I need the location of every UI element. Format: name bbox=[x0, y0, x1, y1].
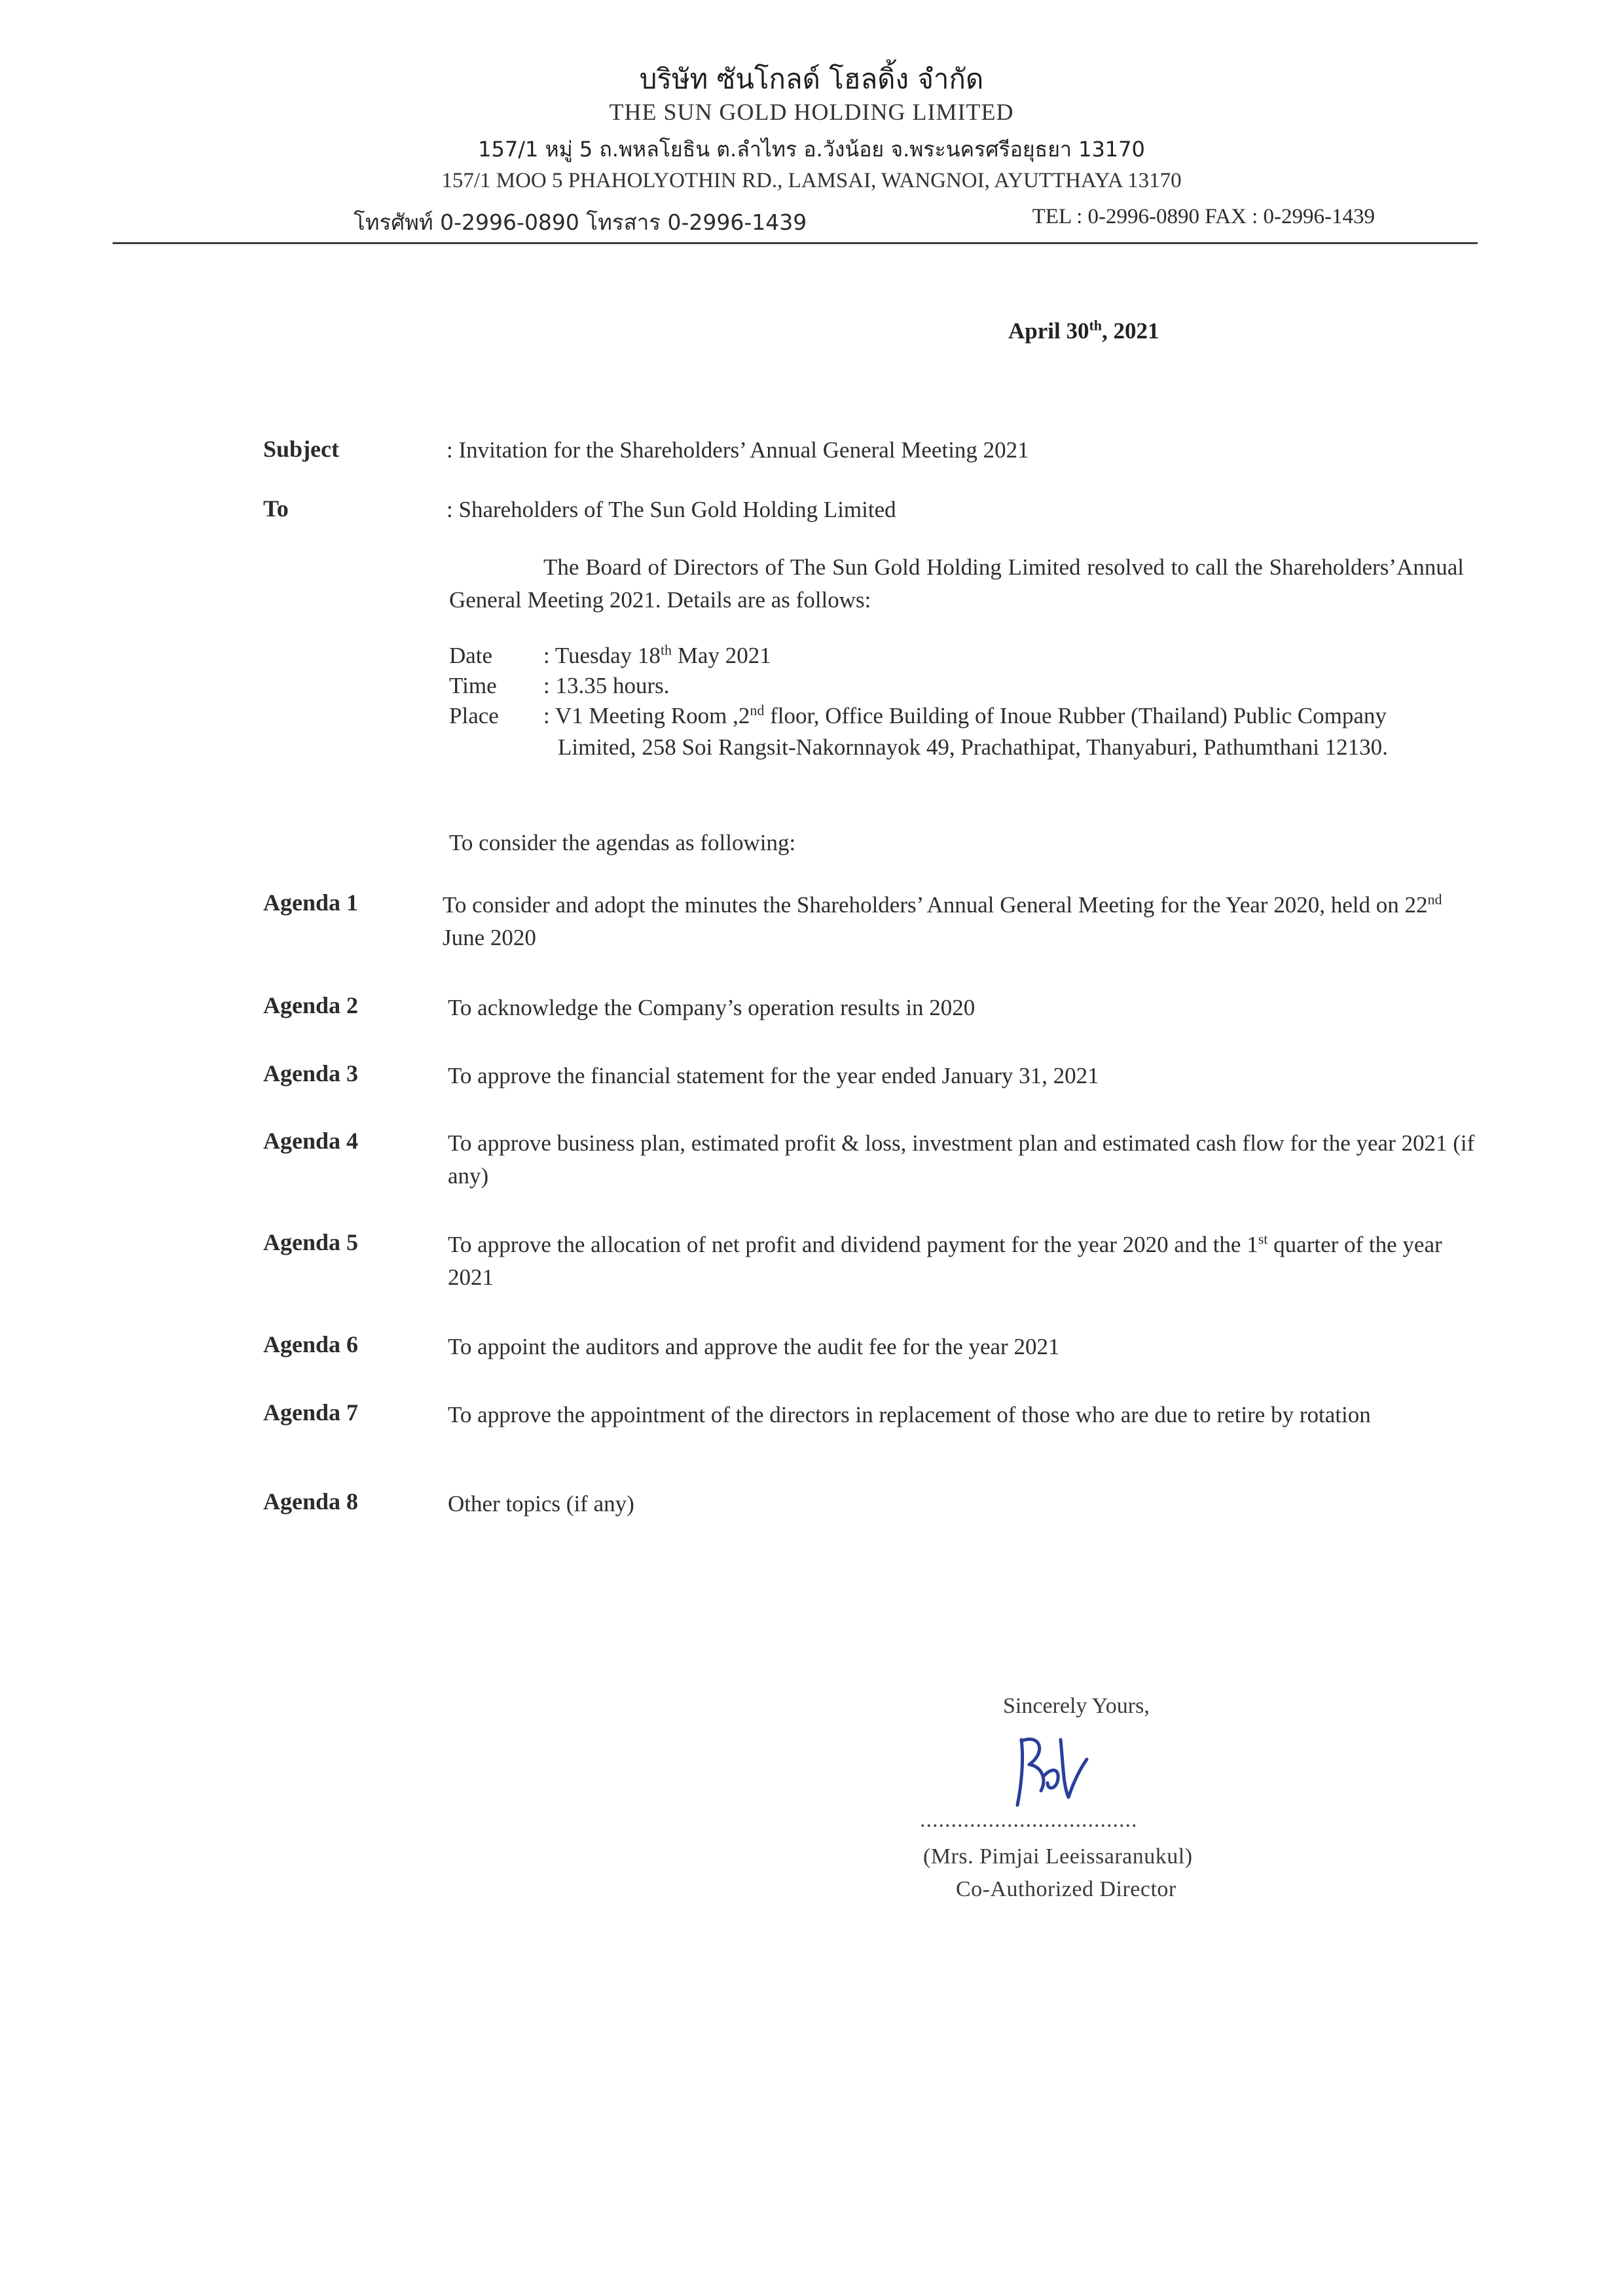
letter-date: April 30th, 2021 bbox=[1008, 317, 1159, 344]
subject-label: Subject bbox=[263, 436, 339, 462]
meeting-time-row bbox=[449, 670, 1447, 702]
agenda-text: To approve the appointment of the directors in replacement of those who are due to retire by rotation bbox=[448, 1402, 1371, 1427]
agenda-text: Other topics (if any) bbox=[448, 1491, 634, 1516]
agenda-text: To appoint the auditors and approve the audit fee for the year 2021 bbox=[448, 1334, 1060, 1359]
agenda-text: To acknowledge the Company’s operation results in 2020 bbox=[448, 995, 976, 1020]
company-name-english: THE SUN GOLD HOLDING LIMITED bbox=[609, 99, 1014, 125]
agenda-label: Agenda 2 bbox=[263, 992, 359, 1018]
agenda-text: To consider and adopt the minutes the Shareholders’ Annual General Meeting for the Year 2020, held on 22nd June 2020 bbox=[443, 891, 1442, 950]
meeting-time-value: : 13.35 hours. bbox=[543, 673, 670, 698]
signer-name: (Mrs. Pimjai Leeissaranukul) bbox=[923, 1844, 1193, 1869]
company-address-thai: 157/1 หมู่ 5 ถ.พหลโยธิน ต.ลำไทร อ.วังน้อย จ.พระนครศรีอยุธยา 13170 bbox=[478, 137, 1145, 162]
to-label: To bbox=[263, 495, 289, 522]
agenda-label: Agenda 4 bbox=[263, 1128, 359, 1154]
company-phone-line bbox=[354, 205, 1375, 240]
agenda-label: Agenda 7 bbox=[263, 1399, 359, 1426]
agenda-label: Agenda 1 bbox=[263, 889, 359, 916]
agenda-label: Agenda 8 bbox=[263, 1488, 359, 1515]
agenda-item bbox=[263, 1399, 1487, 1431]
meeting-date-row bbox=[449, 640, 1447, 672]
phone-fax-english: TEL : 0-2996-0890 FAX : 0-2996-1439 bbox=[1032, 205, 1375, 228]
agenda-label: Agenda 3 bbox=[263, 1060, 359, 1086]
agenda-text: To approve business plan, estimated profit & loss, investment plan and estimated cash flow for the year 2021 (if any) bbox=[448, 1130, 1475, 1189]
agenda-intro: To consider the agendas as following: bbox=[449, 830, 796, 855]
subject-text: : Invitation for the Shareholders’ Annual General Meeting 2021 bbox=[447, 437, 1029, 463]
meeting-date-label: Date bbox=[449, 643, 493, 668]
meeting-place-row bbox=[449, 700, 1461, 763]
company-address-english: 157/1 MOO 5 PHAHOLYOTHIN RD., LAMSAI, WANGNOI, AYUTTHAYA 13170 bbox=[441, 169, 1182, 192]
meeting-time-label: Time bbox=[449, 673, 497, 698]
agenda-text: To approve the allocation of net profit and dividend payment for the year 2020 and the 1st quarter of the year 2021 bbox=[448, 1230, 1442, 1290]
signature-line: ................................... bbox=[920, 1808, 1138, 1832]
handwritten-signature bbox=[995, 1713, 1106, 1818]
closing-salutation: Sincerely Yours, bbox=[1003, 1694, 1150, 1718]
agenda-item bbox=[263, 1060, 1487, 1092]
meeting-place-label: Place bbox=[449, 703, 499, 728]
phone-fax-thai: โทรศัพท์ 0-2996-0890 โทรสาร 0-2996-1439 bbox=[354, 209, 807, 235]
agenda-item bbox=[263, 1331, 1487, 1363]
meeting-place-value: : V1 Meeting Room ,2nd floor, Office Building of Inoue Rubber (Thailand) Public Company Limited, 258 Soi Rangsit-Nakornnayok 49, Prachathipat, Thanyaburi, Pathumthani 12130. bbox=[543, 702, 1388, 760]
agenda-item bbox=[263, 1127, 1487, 1193]
agenda-item bbox=[263, 1488, 1487, 1520]
meeting-date-value: : Tuesday 18th May 2021 bbox=[543, 641, 771, 668]
signer-title: Co-Authorized Director bbox=[956, 1877, 1176, 1901]
agenda-item bbox=[263, 1229, 1487, 1294]
company-name-thai: บริษัท ซันโกลด์ โฮลดิ้ง จำกัด bbox=[639, 63, 984, 95]
agenda-label: Agenda 5 bbox=[263, 1229, 359, 1255]
to-text: : Shareholders of The Sun Gold Holding Limited bbox=[447, 497, 896, 522]
agenda-item bbox=[263, 992, 1487, 1024]
agenda-item bbox=[263, 889, 1487, 954]
agenda-label: Agenda 6 bbox=[263, 1331, 359, 1357]
letterhead-divider bbox=[113, 242, 1478, 244]
agenda-text: To approve the financial statement for the year ended January 31, 2021 bbox=[448, 1063, 1099, 1088]
intro-paragraph: The Board of Directors of The Sun Gold Holding Limited resolved to call the Shareholders’Annual General Meeting 2021. Details are as follows: bbox=[449, 554, 1464, 613]
